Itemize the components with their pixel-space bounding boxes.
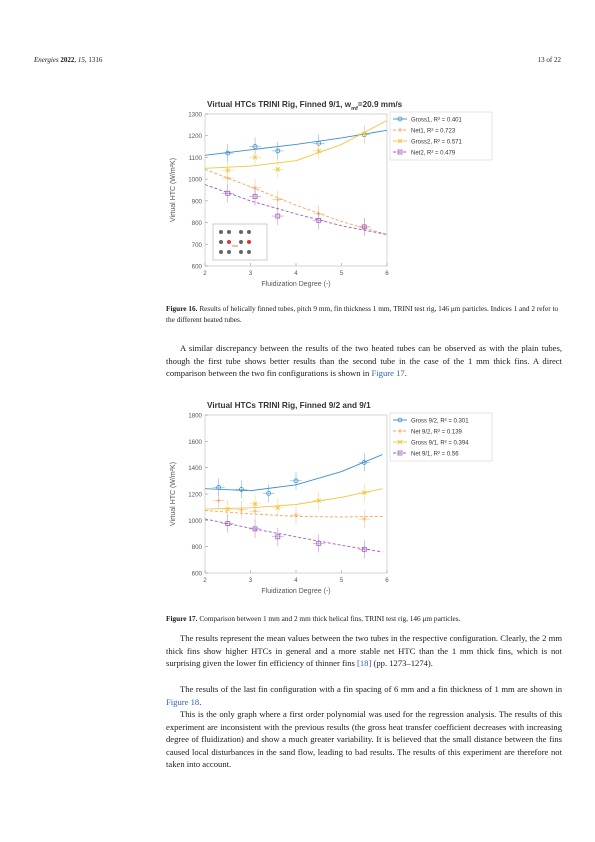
figure-17 <box>165 397 495 601</box>
figure-16-caption <box>166 303 562 325</box>
y-tick-label: 1800 <box>188 412 202 420</box>
legend-entry: Gross1, R² = 0.401 <box>411 117 462 124</box>
journal-year: 2022 <box>60 56 75 64</box>
legend-entry: Net1, R² = 0.723 <box>411 128 456 135</box>
y-tick-label: 600 <box>191 570 202 578</box>
figure-17-caption-text: Comparison between 1 mm and 2 mm thick helical fins, TRINI test rig, 146 μm particles. <box>199 614 461 623</box>
figure-16-chart <box>165 96 495 294</box>
y-tick-label: 1000 <box>188 517 202 525</box>
x-tick-label: 4 <box>294 577 298 584</box>
page-number: 13 of 22 <box>537 56 561 64</box>
figure-17-link[interactable]: Figure 17 <box>371 368 405 379</box>
tube-icon <box>239 250 243 254</box>
x-tick-label: 6 <box>385 270 389 277</box>
x-tick-label: 6 <box>385 577 389 584</box>
paragraph-3-end: . <box>199 696 202 707</box>
paragraph-1 <box>166 342 562 380</box>
reference-18-link[interactable]: [18] <box>357 658 372 669</box>
y-tick-label: 1600 <box>188 438 202 446</box>
y-tick-label: 1200 <box>188 133 202 141</box>
tube-icon <box>219 240 223 244</box>
figure-17-label: Figure 17. <box>166 614 198 623</box>
y-tick-label: 700 <box>191 241 202 249</box>
y-tick-label: 1400 <box>188 465 202 473</box>
legend-entry: Gross 9/1, R² = 0.394 <box>411 440 469 447</box>
heated-tube-icon <box>227 240 231 244</box>
x-tick-label: 3 <box>248 577 253 584</box>
tube-icon <box>247 250 251 254</box>
journal-name: Energies <box>34 56 59 64</box>
paragraph-1-end: . <box>404 368 407 379</box>
paragraph-2-text: The results represent the mean values between the two tubes in the respective configuration. Clearly, the 2 mm thick fins show higher HTCs in general and a more stable net HTC than the 1 mm thick fins, which is not surprising given the lower fin efficiency of thinner fins <box>166 633 562 669</box>
figure-16-caption-text: Results of helically finned tubes, pitch 9 mm, fin thickness 1 mm, TRINI test rig, 146 μm particles. Indices 1 and 2 refer to the different heated tubes. <box>166 304 559 324</box>
tube-icon <box>227 230 231 234</box>
y-tick-label: 800 <box>191 544 202 552</box>
tube-icon <box>227 250 231 254</box>
x-axis-label: Fluidization Degree (-) <box>261 281 331 288</box>
paragraph-2-end: (pp. 1273–1274). <box>371 658 433 669</box>
figure-16 <box>165 96 495 294</box>
legend-entry: Net2, R² = 0.479 <box>411 150 456 157</box>
tube-icon <box>219 250 223 254</box>
y-tick-label: 900 <box>191 198 202 206</box>
figure-17-chart <box>165 397 495 601</box>
paragraph-3-text: The results of the last fin configuration with a fin spacing of 6 mm and a fin thickness of 1 mm are shown in <box>180 684 562 694</box>
paragraph-4-text: This is the only graph where a first order polynomial was used for the regression analysis. The results of this experiment are inconsistent with the previous results (the gross heat transfer coefficient decreases with increasing degree of fluidization) and show a much greater variability. It is believed that the small distance between the fins caused local disturbances in the sand flow, leading to bad results. The results of this experiment are therefore not taken into account. <box>166 709 562 770</box>
journal-citation: Energies 2022, 15, 1316 <box>34 56 103 64</box>
x-tick-label: 4 <box>294 270 298 277</box>
article-number: 1316 <box>88 56 103 64</box>
tube-icon <box>247 230 251 234</box>
y-tick-label: 1300 <box>188 111 202 119</box>
tube-icon <box>219 230 223 234</box>
tube-arrangement-inset <box>213 224 267 260</box>
x-axis-label: Fluidization Degree (-) <box>261 588 331 595</box>
y-tick-label: 800 <box>191 220 202 228</box>
figure-16-label: Figure 16. <box>166 304 198 313</box>
legend-entry: Net 9/1, R² = 0.56 <box>411 451 459 458</box>
journal-volume: 15 <box>77 56 85 64</box>
chart-title: Virtual HTCs TRINI Rig, Finned 9/2 and 9/1 <box>207 401 371 410</box>
y-axis-label: Virtual HTC (W/m²K) <box>170 461 177 527</box>
y-tick-label: 1200 <box>188 491 202 499</box>
x-tick-label: 5 <box>339 270 344 277</box>
tube-icon <box>239 240 243 244</box>
y-tick-label: 1000 <box>188 176 202 184</box>
y-tick-label: 1100 <box>188 154 202 162</box>
x-tick-label: 5 <box>339 577 344 584</box>
figure-18-link[interactable]: Figure 18 <box>166 696 200 707</box>
paragraph-3 <box>166 683 562 708</box>
x-tick-label: 2 <box>203 577 207 584</box>
legend-entry: Gross2, R² = 0.571 <box>411 139 462 146</box>
tube-icon <box>239 230 243 234</box>
x-tick-label: 3 <box>248 270 253 277</box>
figure-17-caption <box>166 613 562 624</box>
legend-entry: Gross 9/2, R² = 0.301 <box>411 418 469 425</box>
paragraph-4 <box>166 708 562 771</box>
paragraph-1-text: A similar discrepancy between the results of the two heated tubes can be observed as with the plain tubes, though the first tube shows better results than the second tube in the case of the 1 mm thick fins. A direct comparison between the two fin configurations is shown in <box>166 343 562 379</box>
x-tick-label: 2 <box>203 270 207 277</box>
chart-title: Virtual HTCs TRINI Rig, Finned 9/1, $w_{mf}=20.9$ mm/s <box>207 100 403 112</box>
y-axis-label: Virtual HTC (W/m²K) <box>170 157 177 223</box>
paragraph-2 <box>166 632 562 670</box>
y-tick-label: 600 <box>191 263 202 271</box>
heated-tube-icon <box>247 240 251 244</box>
legend-entry: Net 9/2, R² = 0.139 <box>411 429 462 436</box>
